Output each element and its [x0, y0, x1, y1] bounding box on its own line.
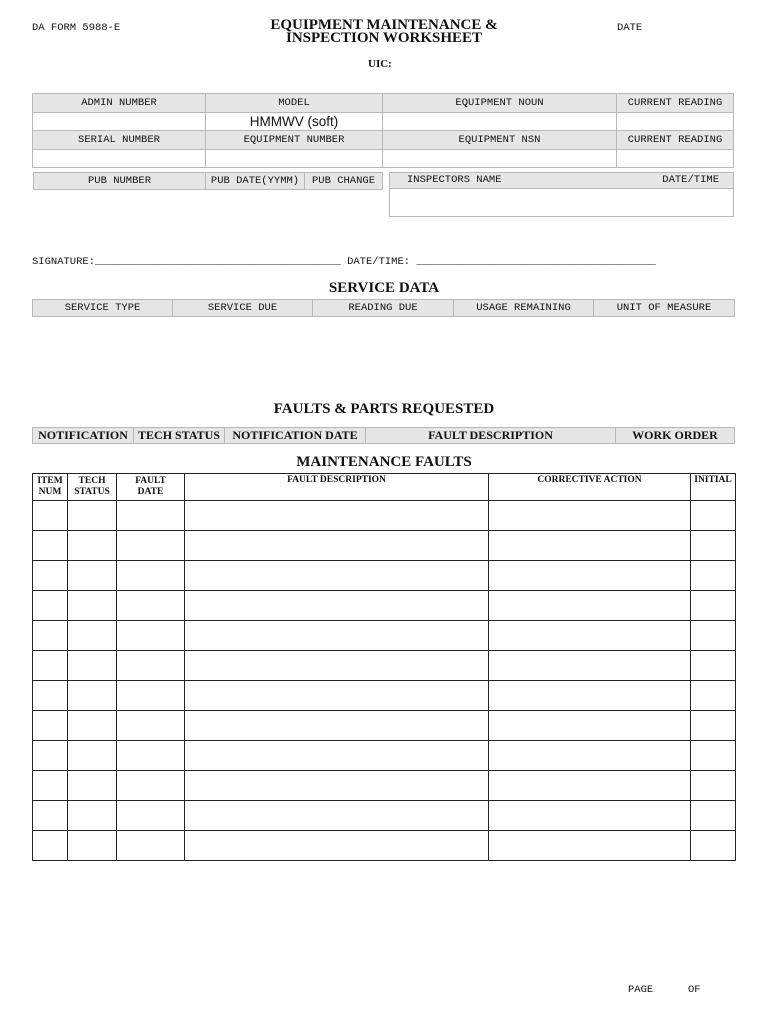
fault-description-cell[interactable] [185, 591, 489, 621]
equipment-noun-header: EQUIPMENT NOUN [455, 97, 544, 109]
table-row [33, 591, 736, 621]
tech-status-cell[interactable] [68, 711, 117, 741]
item-num-cell[interactable] [33, 531, 68, 561]
table-row [33, 651, 736, 681]
maintenance-faults-header-row [33, 474, 736, 501]
signature-field[interactable]: _______________________________________ [95, 256, 341, 268]
table-row [33, 501, 736, 531]
fault-date-cell[interactable] [117, 501, 185, 531]
item-num-cell[interactable] [33, 831, 68, 861]
fault-date-header-line1: FAULT [135, 476, 166, 486]
corrective-action-cell[interactable] [489, 531, 691, 561]
fault-description-cell[interactable] [185, 621, 489, 651]
item-num-header-line2: NUM [38, 487, 62, 497]
maintenance-faults-table [32, 473, 736, 861]
fault-date-cell[interactable] [117, 591, 185, 621]
model-header: MODEL [278, 97, 310, 109]
table-row [33, 741, 736, 771]
notification-header: NOTIFICATION [38, 428, 128, 442]
initial-cell[interactable] [691, 651, 736, 681]
corrective-action-cell[interactable] [489, 711, 691, 741]
signature-label: SIGNATURE: [32, 256, 96, 268]
fault-date-header [117, 474, 185, 501]
reading-due-header: READING DUE [348, 302, 418, 314]
corrective-action-cell[interactable] [489, 501, 691, 531]
pub-date-header: PUB DATE(YYMM) [210, 175, 300, 187]
equipment-nsn-header: EQUIPMENT NSN [458, 134, 541, 146]
tech-status-col-header [68, 474, 117, 501]
fault-date-cell[interactable] [117, 651, 185, 681]
table-row [33, 621, 736, 651]
service-due-header: SERVICE DUE [207, 302, 278, 314]
initial-cell[interactable] [691, 801, 736, 831]
item-num-header-line1: ITEM [37, 476, 63, 486]
pub-change-header: PUB CHANGE [311, 175, 375, 187]
tech-status-cell[interactable] [68, 831, 117, 861]
fault-date-cell[interactable] [117, 771, 185, 801]
tech-status-cell[interactable] [68, 651, 117, 681]
corrective-action-cell[interactable] [489, 831, 691, 861]
fault-description-cell[interactable] [185, 681, 489, 711]
tech-status-header: TECH STATUS [138, 428, 220, 442]
equipment-header-row-2 [33, 131, 734, 150]
tech-status-cell[interactable] [68, 741, 117, 771]
tech-status-cell[interactable] [68, 501, 117, 531]
service-data-title: SERVICE DATA [328, 280, 440, 296]
admin-number-field[interactable] [33, 113, 206, 131]
service-type-header: SERVICE TYPE [64, 302, 141, 314]
table-row [33, 771, 736, 801]
fault-date-cell[interactable] [117, 561, 185, 591]
form-title [234, 19, 534, 45]
initial-cell[interactable] [691, 561, 736, 591]
date-label: DATE [617, 22, 643, 34]
inspector-header [389, 172, 734, 189]
tech-status-cell[interactable] [68, 591, 117, 621]
fault-description-cell[interactable] [185, 741, 489, 771]
fault-description-cell[interactable] [185, 561, 489, 591]
inspector-datetime-label: DATE/TIME [662, 174, 719, 186]
form-title-line2: INSPECTION WORKSHEET [285, 30, 483, 46]
current-reading-field[interactable] [617, 113, 734, 131]
item-num-cell[interactable] [33, 771, 68, 801]
fault-date-cell[interactable] [117, 801, 185, 831]
fault-date-cell[interactable] [117, 531, 185, 561]
fault-description-cell[interactable] [185, 831, 489, 861]
tech-status-header-line1: TECH [78, 476, 106, 486]
item-num-cell[interactable] [33, 621, 68, 651]
initial-cell[interactable] [691, 831, 736, 861]
initial-cell[interactable] [691, 591, 736, 621]
signature-datetime-label: DATE/TIME: [347, 256, 411, 268]
corrective-action-cell[interactable] [489, 681, 691, 711]
tech-status-cell[interactable] [68, 801, 117, 831]
table-row [33, 711, 736, 741]
initial-cell[interactable] [691, 621, 736, 651]
fault-date-cell[interactable] [117, 681, 185, 711]
item-num-cell[interactable] [33, 801, 68, 831]
item-num-cell[interactable] [33, 501, 68, 531]
service-data-grid [32, 299, 735, 317]
fault-date-cell[interactable] [117, 741, 185, 771]
fault-description-cell[interactable] [185, 651, 489, 681]
item-num-cell[interactable] [33, 681, 68, 711]
notification-date-header: NOTIFICATION DATE [232, 428, 358, 442]
corrective-action-cell[interactable] [489, 651, 691, 681]
corrective-action-header: CORRECTIVE ACTION [489, 474, 691, 501]
fault-date-cell[interactable] [117, 621, 185, 651]
fault-description-col-header: FAULT DESCRIPTION [185, 474, 489, 501]
table-row [33, 681, 736, 711]
page-label: PAGE [628, 984, 654, 996]
equipment-noun-field[interactable] [383, 113, 617, 131]
work-order-header: WORK ORDER [632, 428, 718, 442]
fault-date-header-line2: DATE [137, 487, 164, 497]
model-field[interactable]: HMMWV (soft) [206, 113, 383, 131]
initial-cell[interactable] [691, 771, 736, 801]
publication-grid [33, 172, 383, 190]
fault-description-header: FAULT DESCRIPTION [428, 428, 553, 442]
corrective-action-cell[interactable] [489, 741, 691, 771]
fault-date-cell[interactable] [117, 831, 185, 861]
item-num-cell[interactable] [33, 561, 68, 591]
serial-number-header: SERIAL NUMBER [78, 134, 160, 146]
corrective-action-cell[interactable] [489, 591, 691, 621]
table-row [33, 561, 736, 591]
corrective-action-cell[interactable] [489, 561, 691, 591]
initial-header: INITIAL [691, 474, 736, 501]
current-reading-header: CURRENT READING [627, 97, 723, 109]
fault-description-cell[interactable] [185, 711, 489, 741]
uic-label: UIC: [368, 58, 392, 70]
tech-status-cell[interactable] [68, 561, 117, 591]
initial-cell[interactable] [691, 681, 736, 711]
serial-number-field[interactable] [33, 150, 206, 168]
current-reading-field-2[interactable] [617, 150, 734, 168]
corrective-action-cell[interactable] [489, 771, 691, 801]
of-label: OF [688, 984, 701, 996]
equipment-nsn-field[interactable] [383, 150, 617, 168]
form-title-line1: EQUIPMENT MAINTENANCE & [270, 17, 498, 33]
equipment-value-row-1 [33, 113, 734, 131]
tech-status-cell[interactable] [68, 681, 117, 711]
current-reading-header-2: CURRENT READING [627, 134, 723, 146]
initial-cell[interactable] [691, 741, 736, 771]
item-num-header [33, 474, 68, 501]
initial-cell[interactable] [691, 531, 736, 561]
initial-cell[interactable] [691, 711, 736, 741]
tech-status-cell[interactable] [68, 621, 117, 651]
form-id: DA FORM 5988-E [32, 22, 121, 34]
fault-description-cell[interactable] [185, 801, 489, 831]
fault-description-cell[interactable] [185, 501, 489, 531]
tech-status-cell[interactable] [68, 771, 117, 801]
signature-datetime-field[interactable]: ______________________________________ [416, 256, 656, 268]
tech-status-header-line2: STATUS [74, 487, 110, 497]
corrective-action-cell[interactable] [489, 621, 691, 651]
usage-remaining-header: USAGE REMAINING [476, 302, 571, 314]
signature-row [32, 256, 656, 268]
fault-description-cell[interactable] [185, 531, 489, 561]
item-num-cell[interactable] [33, 711, 68, 741]
item-num-cell[interactable] [33, 741, 68, 771]
tech-status-cell[interactable] [68, 531, 117, 561]
fault-description-cell[interactable] [185, 771, 489, 801]
equipment-header-row-1 [33, 94, 734, 113]
equipment-number-header: EQUIPMENT NUMBER [243, 134, 345, 146]
table-row [33, 531, 736, 561]
table-row [33, 831, 736, 861]
fault-date-cell[interactable] [117, 711, 185, 741]
corrective-action-cell[interactable] [489, 801, 691, 831]
admin-number-header: ADMIN NUMBER [81, 97, 157, 109]
equipment-value-row-2 [33, 150, 734, 168]
unit-of-measure-header: UNIT OF MEASURE [616, 302, 712, 314]
equipment-number-field[interactable] [206, 150, 383, 168]
faults-parts-title: FAULTS & PARTS REQUESTED [273, 401, 495, 417]
initial-cell[interactable] [691, 501, 736, 531]
inspectors-name-label: INSPECTORS NAME [407, 174, 502, 186]
item-num-cell[interactable] [33, 651, 68, 681]
faults-parts-grid [32, 427, 735, 444]
pub-number-header: PUB NUMBER [87, 175, 151, 187]
inspector-field[interactable] [389, 188, 734, 217]
equipment-grid [32, 93, 734, 168]
table-row [33, 801, 736, 831]
maintenance-faults-title: MAINTENANCE FAULTS [296, 454, 472, 470]
item-num-cell[interactable] [33, 591, 68, 621]
maintenance-faults-body [33, 501, 736, 861]
